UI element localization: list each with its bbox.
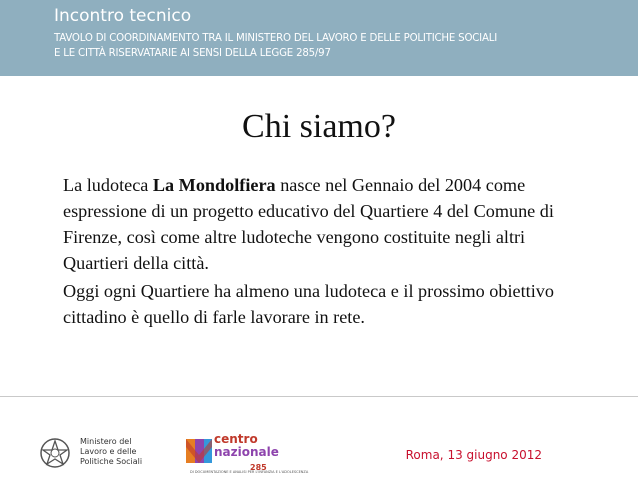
centro-nazionale-mark-icon <box>186 437 212 469</box>
centro-line1: centro <box>214 432 258 446</box>
centro-line2: nazionale <box>214 445 279 459</box>
centro-nazionale-logo <box>214 433 279 459</box>
header-title: Incontro tecnico <box>54 6 192 26</box>
ministry-line-1: Ministero del <box>80 437 132 446</box>
paragraph-1-end: nasce nel Gennaio del 2004 come espressione di un progetto educativo del Quartiere 4 del Comune di Firenze, così come altre ludoteche vengono costituite negli altri Quartieri della città. <box>63 175 554 273</box>
paragraph-1-start: La ludoteca <box>63 175 153 195</box>
ministry-logo-text <box>80 437 142 467</box>
header-subtitle-line1: TAVOLO DI COORDINAMENTO TRA IL MINISTERO DEL LAVORO E DELLE POLITICHE SOCIALI <box>54 33 498 44</box>
ministry-line-3: Politiche Sociali <box>80 457 143 466</box>
paragraph-1 <box>63 172 593 276</box>
slide-title: Chi siamo? <box>242 108 396 145</box>
ludoteca-name: La Mondolfiera <box>152 175 276 195</box>
centro-number: 285 <box>250 463 267 472</box>
centro-small-text: DI DOCUMENTAZIONE E ANALISI PER L'INFANZIA E L'ADOLESCENZA <box>190 470 309 474</box>
paragraph-2: Oggi ogni Quartiere ha almeno una ludoteca e il prossimo obiettivo cittadino è quello di farle lavorare in rete. <box>63 281 554 327</box>
ministry-line-2: Lavoro e delle <box>80 447 137 456</box>
header-banner <box>0 0 638 76</box>
footer-divider <box>0 396 638 397</box>
event-date: Roma, 13 giugno 2012 <box>405 448 542 462</box>
italian-republic-emblem-icon <box>38 436 72 470</box>
header-subtitle-line2: E LE CITTÀ RISERVATARIE AI SENSI DELLA LEGGE 285/97 <box>54 48 331 59</box>
